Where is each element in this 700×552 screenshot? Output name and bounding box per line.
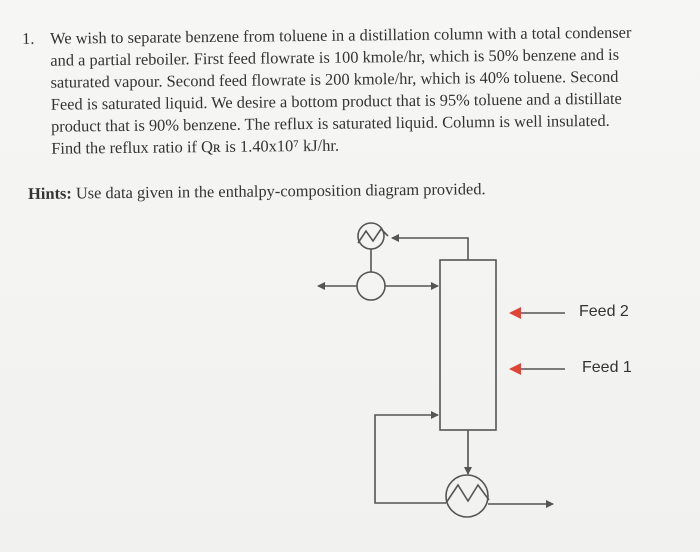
condenser-icon — [358, 223, 388, 249]
feed-2-arrowhead — [509, 307, 521, 319]
question-line: We wish to separate benzene from toluene in a distillation column with a total condenser — [50, 22, 632, 48]
question-line: Find the reflux ratio if Qʀ is 1.40x10⁷ kJ/hr. — [51, 135, 340, 158]
boilup-return-line — [375, 415, 446, 503]
question-line: and a partial reboiler. First feed flowrate is 100 kmole/hr, which is 50% benzene and is — [50, 44, 620, 70]
reboiler-icon — [446, 475, 489, 517]
reflux-drum-icon — [357, 272, 385, 300]
distillation-column — [440, 260, 496, 430]
question-line: product that is 90% benzene. The reflux is saturated liquid. Column is well insulated. — [50, 110, 610, 136]
question-number: 1. — [22, 28, 35, 48]
hints-label: Hints: — [28, 183, 72, 203]
vapor-overhead-line — [392, 238, 468, 260]
hints-text: Use data given in the enthalpy-composition diagram provided. — [71, 179, 486, 203]
question-line: saturated vapour. Second feed flowrate is 200 kmole/hr, which is 40% toluene. Second — [50, 66, 619, 92]
feed-1-label: Feed 1 — [582, 359, 632, 376]
question-line: Feed is saturated liquid. We desire a bottom product that is 95% toluene and a distillate — [50, 88, 622, 114]
feed-1-arrowhead — [509, 363, 521, 375]
feed-2-label: Feed 2 — [579, 303, 629, 320]
